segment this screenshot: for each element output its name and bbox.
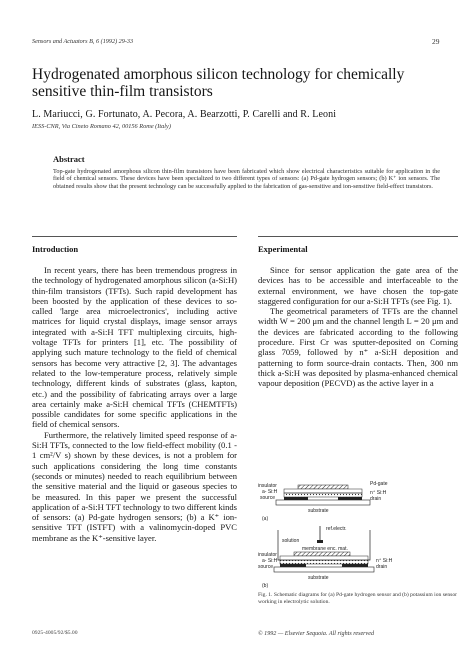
label-pdgate: Pd-gate	[370, 481, 388, 487]
label-substrate-a: substrate	[308, 508, 329, 514]
substrate-a	[276, 500, 370, 505]
label-source-b: source	[258, 564, 274, 570]
label-asih-a: a- Si:H	[262, 489, 278, 495]
label-refelectr: ref.electr.	[326, 526, 347, 532]
figure-caption: Fig. 1. Schematic diagrams for (a) Pd-gate hydrogen sensor and (b) potassium ion sensor working in electrolytic solution.	[258, 592, 458, 605]
affiliation: IESS-CNR, Via Cineto Romano 42, 00156 Rome (Italy)	[32, 123, 171, 130]
abstract-text: Top-gate hydrogenated amorphous silicon thin-film transistors have been fabricated which show electrical characteristics suitable for application in the field of chemical sensors. These devices have been specialized to two different types of sensors: (a) Pd-gate hydrogen sensors; (b) K⁺ ion sensors. The obtained results show that the present technology can be successfully applied to the fabrication of gas-sensitive and ion-sensitive field-effect transistors.	[53, 168, 440, 190]
footer-price-code: 0925-4005/92/$5.00	[32, 630, 78, 636]
intro-paragraph-1: In recent years, there has been tremendous progress in the technology of hydrogenated amorphous silicon (a-Si:H) thin-film transistors (TFTs). Such rapid development has been boosted by the application of these devices to so-called 'large area microelectronics', including active matrices for liquid crystal displays, image sensor arrays integrated with a-Si:H TFT multiplexing circuits, high-voltage TFTs for printers [1], etc. The possibility of applying such mature technology to the field of chemical sensors has become very attractive [2, 3]. The advantages related to the low-temperature process, relatively simple technology, different kinds of substrates (glass, kapton, etc.) and the possibility of fabricating arrays over a large area certainly make a-Si:H chemical TFTs (CHEMTFTs) possible candidates for some specific applications in the field of chemical sensors.	[32, 265, 237, 430]
label-nsih-b: n⁺ Si:H	[376, 558, 393, 564]
label-drain-a: drain	[370, 496, 382, 502]
article-title: Hydrogenated amorphous silicon technology for chemically sensitive thin-film transistors	[32, 66, 405, 100]
footer-copyright: © 1992 — Elsevier Sequoia. All rights reserved	[258, 631, 374, 637]
substrate-b	[274, 567, 374, 572]
membrane-layer	[294, 552, 350, 556]
exp-paragraph-2: The geometrical parameters of TFTs are the channel width W = 200 μm and the channel length L = 20 μm and the devices are fabricated according to the following procedure. First Cr was sputter-deposited on Corning glass 7059, followed by n⁺ a-Si:H deposition and patterning to form source-drain contacts. Then, 300 nm thick a-Si:H was deposited by plasma-enhanced chemical vapour deposition (PECVD) as the active layer in a	[258, 306, 458, 389]
label-asih-b: a- Si:H	[262, 558, 278, 564]
label-source-a: source	[260, 495, 276, 501]
introduction-body	[32, 265, 237, 543]
figure-panel-b	[258, 526, 393, 589]
label-substrate-b: substrate	[308, 575, 329, 581]
journal-citation: Sensors and Actuators B, 6 (1992) 29-33	[32, 38, 134, 45]
exp-paragraph-1: Since for sensor application the gate area of the devices has to be accessible and interfaceable to the external environment, we have chosen the top-gate staggered configuration for our a-Si:H TFTs (see Fig. 1).	[258, 265, 458, 306]
panel-a-label: (a)	[262, 516, 269, 522]
section-rule-left	[32, 236, 237, 237]
figure-1-diagram	[258, 472, 458, 590]
asih-layer-a	[284, 493, 362, 497]
label-membrane: membrane enc. mat.	[302, 546, 348, 552]
experimental-heading: Experimental	[258, 244, 308, 254]
introduction-heading: Introduction	[32, 244, 79, 254]
asih-layer-b	[280, 560, 368, 564]
authors: L. Mariucci, G. Fortunato, A. Pecora, A. Bearzotti, P. Carelli and R. Leoni	[32, 109, 337, 120]
insulator-layer-b	[280, 556, 368, 560]
abstract-heading: Abstract	[53, 154, 85, 164]
ref-electrode-tip	[317, 540, 323, 543]
label-solution: solution	[282, 538, 300, 544]
panel-b-label: (b)	[262, 583, 269, 589]
drain-contact-b	[342, 564, 368, 567]
drain-contact-a	[338, 497, 362, 500]
section-rule-right	[258, 236, 458, 237]
pd-gate-layer	[298, 485, 348, 489]
label-insulator-a: insulator	[258, 483, 277, 489]
page-number: 29	[432, 37, 440, 46]
figure-panel-a	[258, 481, 388, 522]
intro-paragraph-2: Furthermore, the relatively limited speed response of a-Si:H TFTs, connected to the low field-effect mobility (0.1 - 1 cm²/V s) shown by these devices, is not a problem for such applications considering the long time constants (seconds or minutes) needed to reach equilibrium between the sensitive material and the liquid or gaseous species to be measured. In this paper we present the successful application of a-Si:H TFT technology to two different kinds of sensors: (a) Pd-gate hydrogen sensors; (b) a K⁺ ion-sensitive TFT (ISTFT) with a valinomycin-doped PVC membrane as the K⁺-sensitive layer.	[32, 429, 237, 543]
experimental-body	[258, 265, 458, 389]
source-contact-a	[284, 497, 308, 500]
label-nsih-a: n⁺ Si:H	[370, 490, 387, 496]
label-drain-b: drain	[376, 564, 388, 570]
label-insulator-b: insulator	[258, 552, 277, 558]
insulator-layer-a	[284, 489, 362, 493]
source-contact-b	[280, 564, 306, 567]
